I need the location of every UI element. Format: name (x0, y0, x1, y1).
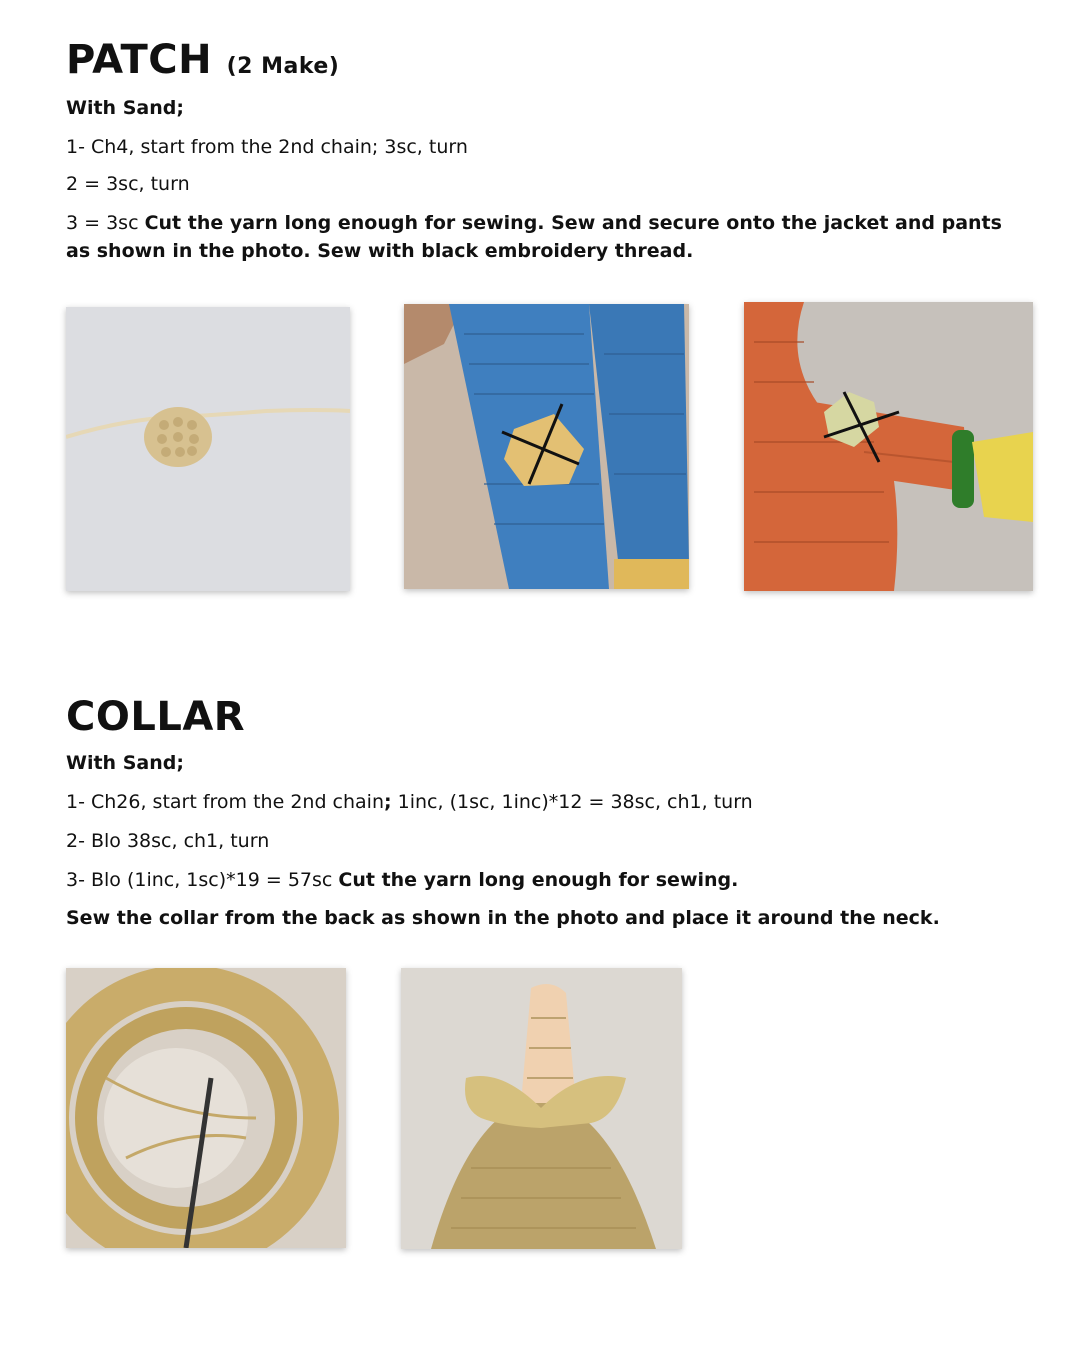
patch-color-line: With Sand; (66, 97, 184, 119)
patch-title: PATCH (66, 37, 213, 83)
collar-color-line: With Sand; (66, 752, 184, 774)
collar-row-2: 2- Blo 38sc, ch1, turn (66, 830, 270, 852)
patch-row-3-plain: 3 = 3sc (66, 212, 145, 234)
patch-row-3 (66, 209, 1026, 265)
collar-sewing-image (66, 968, 346, 1248)
collar-on-doll-image (401, 968, 682, 1249)
collar-row-3 (66, 866, 738, 894)
patch-photo-3 (744, 302, 1033, 591)
patch-on-pants-image (404, 304, 689, 589)
collar-photo-2 (401, 968, 682, 1249)
collar-photo-1 (66, 968, 346, 1248)
patch-row-2: 2 = 3sc, turn (66, 173, 190, 195)
patch-photo-1 (66, 307, 350, 591)
collar-row-1 (66, 788, 753, 816)
collar-heading (66, 694, 246, 740)
collar-title: COLLAR (66, 694, 246, 740)
collar-row-1-a: 1- Ch26, start from the 2nd chain (66, 791, 384, 813)
collar-row-3-bold: Cut the yarn long enough for sewing. (338, 869, 739, 891)
patch-row-3-bold: Cut the yarn long enough for sewing. Sew and secure onto the jacket and pants as shown in the photo. Sew with black embroidery thread. (66, 212, 1002, 262)
patch-piece-image (66, 307, 350, 591)
patch-title-note: (2 Make) (226, 54, 340, 79)
patch-heading (66, 37, 340, 83)
collar-row-1-c: 1inc, (1sc, 1inc)*12 = 38sc, ch1, turn (391, 791, 753, 813)
patch-row-1: 1- Ch4, start from the 2nd chain; 3sc, turn (66, 136, 468, 158)
collar-row-3-plain: 3- Blo (1inc, 1sc)*19 = 57sc (66, 869, 339, 891)
collar-final-instruction: Sew the collar from the back as shown in the photo and place it around the neck. (66, 907, 940, 929)
collar-row-1-b: ; (384, 791, 392, 813)
patch-on-jacket-image (744, 302, 1033, 591)
patch-photo-2 (404, 304, 689, 589)
